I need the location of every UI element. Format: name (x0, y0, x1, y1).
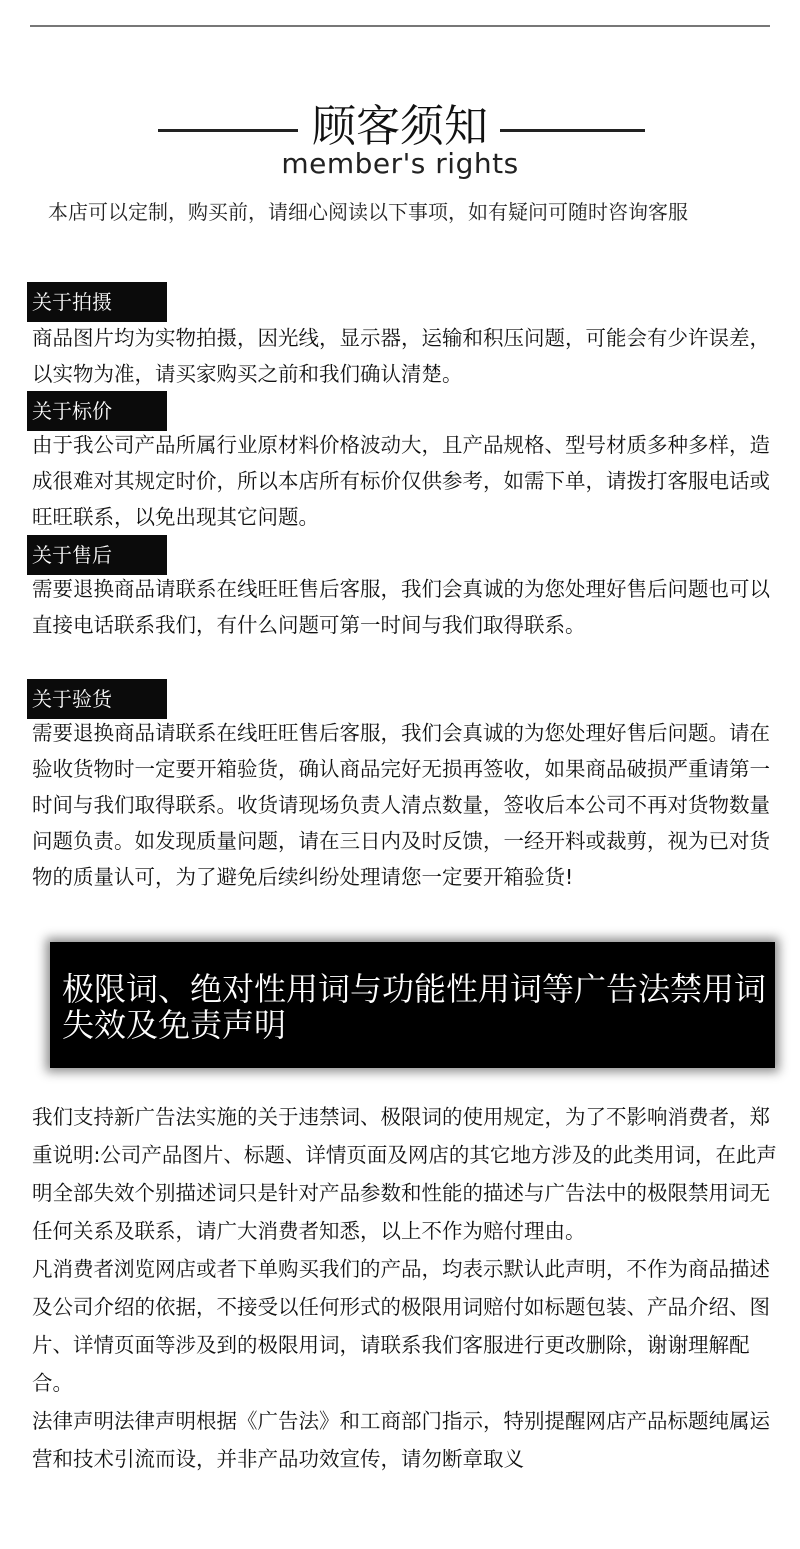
intro-text: 本店可以定制，购买前，请细心阅读以下事项，如有疑问可随时咨询客服 (48, 200, 688, 224)
section-text-pricing: 由于我公司产品所属行业原材料价格波动大，且产品规格、型号材质多种多样，造成很难对其规定时价，所以本店所有标价仅供参考，如需下单，请拨打客服电话或旺旺联系，以免出现其它问题。 (32, 433, 770, 529)
disclaimer-paragraph: 法律声明法律声明根据《广告法》和工商部门指示，特别提醒网店产品标题纯属运营和技术引流而设，并非产品功效宣传，请勿断章取义 (32, 1409, 770, 1471)
title-line-left (158, 129, 298, 132)
title-line-right (500, 129, 645, 132)
page-title: 顾客须知 (312, 101, 488, 152)
section-label-pricing: 关于标价 (27, 391, 167, 431)
top-divider (30, 25, 770, 27)
section-text-photography: 商品图片均为实物拍摄，因光线，显示器，运输和积压问题，可能会有少许误差，以实物为准，请买家购买之前和我们确认清楚。 (32, 326, 770, 386)
section-text-inspection: 需要退换商品请联系在线旺旺售后客服，我们会真诚的为您处理好售后问题。请在验收货物时一定要开箱验货，确认商品完好无损再签收，如果商品破损严重请第一时间与我们取得联系。收货请现场负责人清点数量，签收后本公司不再对货物数量问题负责。如发现质量问题，请在三日内及时反馈，一经开料或裁剪，视为已对货物的质量认可，为了避免后续纠纷处理请您一定要开箱验货! (32, 721, 770, 889)
section-label-after-sales: 关于售后 (27, 535, 167, 575)
section-label-photography: 关于拍摄 (27, 282, 167, 322)
section-text-after-sales: 需要退换商品请联系在线旺旺售后客服，我们会真诚的为您处理好售后问题也可以直接电话联系我们，有什么问题可第一时间与我们取得联系。 (32, 577, 770, 637)
disclaimer-paragraph: 凡消费者浏览网店或者下单购买我们的产品，均表示默认此声明，不作为商品描述及公司介绍的依据，不接受以任何形式的极限用词赔付如标题包装、产品介绍、图片、详情页面等涉及到的极限用词，请联系我们客服进行更改删除，谢谢理解配合。 (32, 1257, 770, 1395)
disclaimer-body (32, 1098, 777, 1478)
page-subtitle: member's rights (281, 147, 519, 180)
disclaimer-banner-title: 极限词、绝对性用词与功能性用词等广告法禁用词失效及免责声明 (62, 970, 767, 1044)
section-label-inspection: 关于验货 (27, 679, 167, 719)
disclaimer-paragraph: 我们支持新广告法实施的关于违禁词、极限词的使用规定，为了不影响消费者，郑重说明:公司产品图片、标题、详情页面及网店的其它地方涉及的此类用词，在此声明全部失效个别描述词只是针对产品参数和性能的描述与广告法中的极限禁用词无任何关系及联系，请广大消费者知悉，以上不作为赔付理由。 (32, 1105, 777, 1243)
